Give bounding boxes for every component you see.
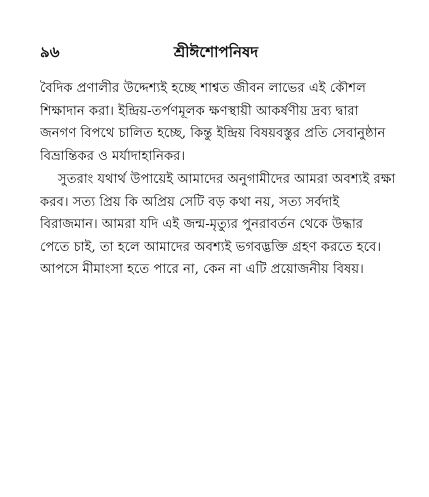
running-title: শ্রীঈশোপনিষদ xyxy=(173,43,259,61)
paragraph-1-line-3: জনগণ বিপথে চালিত হচ্ছে, কিন্তু ইন্দ্রিয় বিষয়বস্তুর প্রতি সেবানুষ্ঠান xyxy=(40,126,386,141)
paragraph-2-line-2: করব। সত্য প্রিয় কি অপ্রিয় সেটি বড় কথা নয়, সত্য সর্বদাই xyxy=(40,194,340,210)
paragraph-1-line-2: শিক্ষাদান করা। ইন্দ্রিয়-তর্পণমূলক ক্ষণস্থায়ী আকর্ষণীয় দ্রব্য দ্বারা xyxy=(40,103,359,119)
paragraph-2-line-4: পেতে চাই, তা হলে আমাদের অবশ্যই ভগবদ্ভক্তি গ্রহণ করতে হবে। xyxy=(40,239,382,255)
body-text xyxy=(40,78,396,282)
paragraph-1-line-4: বিভ্রান্তিকর ও মর্যাদাহানিকর। xyxy=(40,148,186,164)
paragraph-1 xyxy=(40,78,396,168)
paragraph-2-line-1: সুতরাং যথার্থ উপায়েই আমাদের অনুগামীদের আমরা অবশ্যই রক্ষা xyxy=(58,172,396,187)
paragraph-2 xyxy=(40,169,396,282)
paragraph-1-line-1: বৈদিক প্রণালীর উদ্দেশ্যই হচ্ছে শাশ্বত জীবন লাভের এই কৌশল xyxy=(40,81,366,96)
paragraph-2-line-3: বিরাজমান। আমরা যদি এই জন্ম-মৃত্যুর পুনরাবর্তন থেকে উদ্ধার xyxy=(40,217,364,232)
paragraph-2-line-5: আপসে মীমাংসা হতে পারে না, কেন না এটি প্রয়োজনীয় বিষয়। xyxy=(40,262,364,277)
page-number: ৯৬ xyxy=(40,43,60,61)
page-header xyxy=(40,42,392,64)
